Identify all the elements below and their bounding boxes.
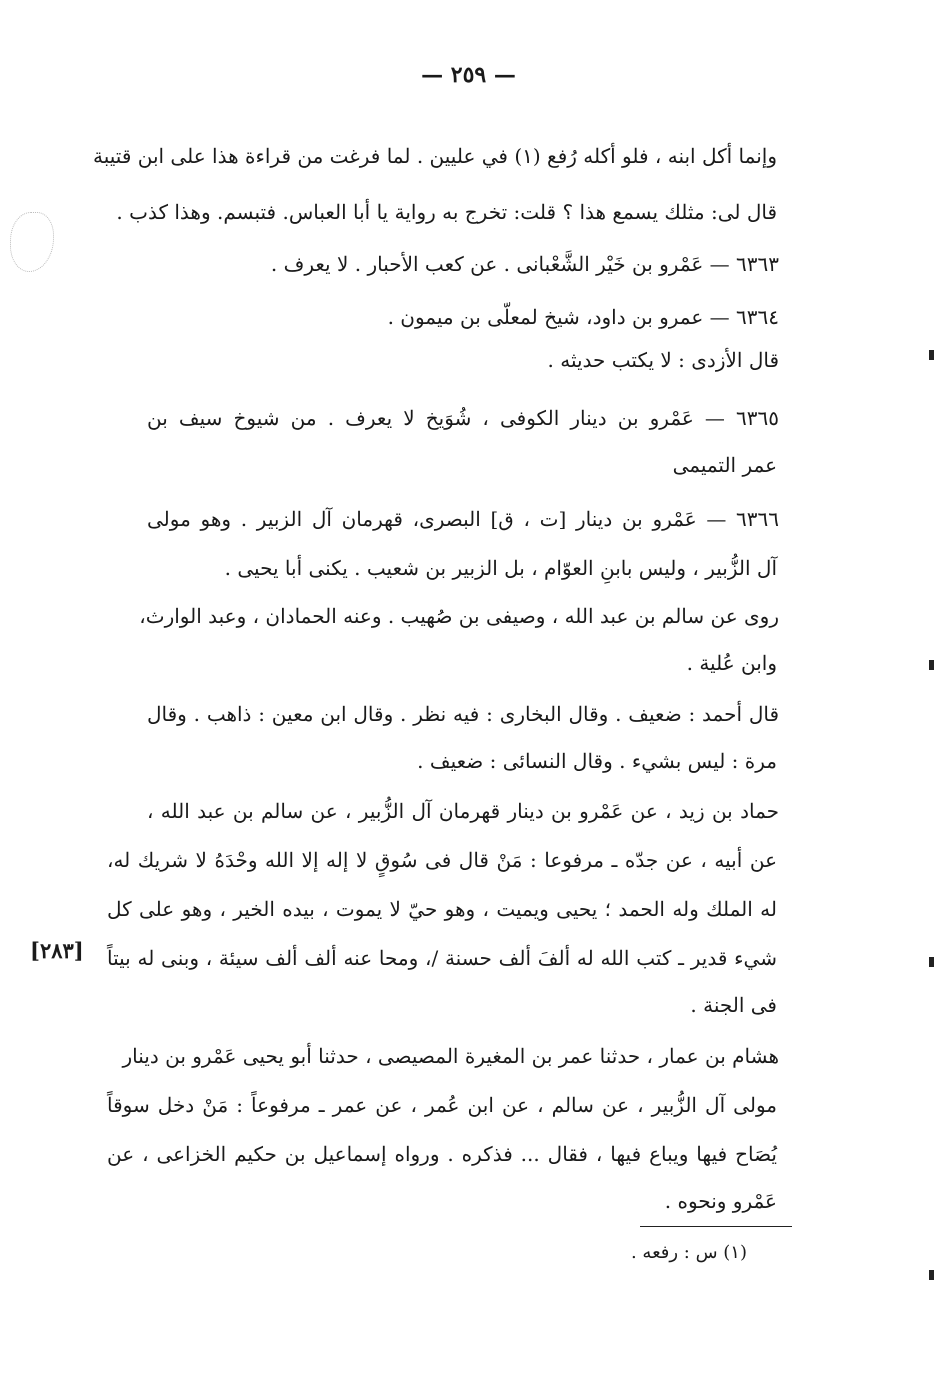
text-line: عَمْرو ونحوه .	[664, 1189, 777, 1213]
entry-6364: ٦٣٦٤ — عمرو بن داود، شيخ لمعلّى بن ميمون .	[387, 305, 779, 329]
entry-6365: ٦٣٦٥ — عَمْرو بن دينار الكوفى ، شُوَيخ لا يعرف . من شيوخ سيف بن	[147, 406, 779, 430]
text-line: شيء قدير ـ كتب الله له ألفَ ألف حسنة /، ومحا عنه ألف ألف سيئة ، وبنى له بيتاً	[107, 946, 777, 970]
footnote-divider	[640, 1226, 792, 1227]
edge-mark	[929, 660, 934, 670]
text-line: حماد بن زيد ، عن عَمْرو بن دينار قهرمان آل الزُّبير ، عن سالم بن عبد الله ،	[147, 799, 779, 823]
text-line: عمر التميمى	[672, 453, 777, 477]
text-line: قال لى: مثلك يسمع هذا ؟ قلت: تخرج به رواية يا أبا العباس. فتبسم. وهذا كذب .	[116, 200, 777, 224]
edge-mark	[929, 1270, 934, 1280]
text-line: مرة : ليس بشيء . وقال النسائى : ضعيف .	[417, 749, 777, 773]
text-line: روى عن سالم بن عبد الله ، وصيفى بن صُهيب . وعنه الحمادان ، وعبد الوارث،	[139, 604, 779, 628]
text-line: يُصَاح فيها ويباع فيها ، فقال ... فذكره . ورواه إسماعيل بن حكيم الخزاعى ، عن	[107, 1142, 777, 1166]
edge-mark	[929, 957, 934, 967]
margin-reference: [٢٨٣]	[30, 938, 84, 963]
edge-mark	[929, 350, 934, 360]
text-line: قال الأزدى : لا يكتب حديثه .	[547, 348, 779, 372]
page-number: — ٢٥٩ —	[421, 62, 516, 88]
text-line: له الملك وله الحمد ؛ يحيى ويميت ، وهو حيّ لا يموت ، بيده الخير ، وهو على كل	[107, 897, 777, 921]
margin-scribble	[10, 212, 54, 272]
text-line: وابن عُلية .	[686, 651, 777, 675]
text-line: فى الجنة .	[690, 993, 777, 1017]
text-line: آل الزُّبير ، وليس بابنِ العوّام ، بل الزبير بن شعيب . يكنى أبا يحيى .	[224, 556, 777, 580]
footnote: (١) س : رفعه .	[630, 1242, 747, 1263]
text-line: عن أبيه ، عن جدّه ـ مرفوعا : مَنْ قال فى سُوقٍ لا إله إلا الله وحْدَهُ لا شريك له،	[107, 848, 777, 872]
text-line: وإنما أكل ابنه ، فلو أكله رُفع (١) في عليين . لما فرغت من قراءة هذا على ابن قتيبة	[92, 144, 777, 168]
entry-6363: ٦٣٦٣ — عَمْرو بن خَيْر الشَّعْبانى . عن كعب الأحبار . لا يعرف .	[270, 252, 779, 276]
entry-6366: ٦٣٦٦ — عَمْرو بن دينار [ت ، ق] البصرى، قهرمان آل الزبير . وهو مولى	[147, 507, 779, 531]
text-line: قال أحمد : ضعيف . وقال البخارى : فيه نظر . وقال ابن معين : ذاهب . وقال	[147, 702, 779, 726]
text-line: مولى آل الزُّبير ، عن سالم ، عن ابن عُمر ، عن عمر ـ مرفوعاً : مَنْ دخل سوقاً	[107, 1093, 777, 1117]
text-line: هشام بن عمار ، حدثنا عمر بن المغيرة المصيصى ، حدثنا أبو يحيى عَمْرو بن دينار	[122, 1044, 779, 1068]
